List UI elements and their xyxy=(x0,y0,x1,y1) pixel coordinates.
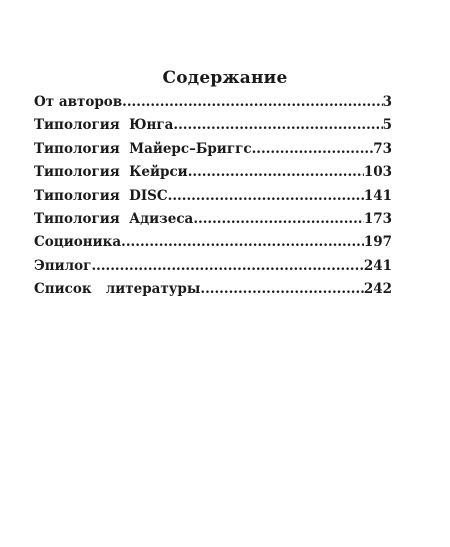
toc-entry-page: 242 xyxy=(363,281,392,298)
toc-entry-title: Эпилог xyxy=(34,257,92,274)
toc-entry-title: Типология DISC xyxy=(34,187,168,204)
dot-leader xyxy=(122,94,382,110)
toc-entry-page: 103 xyxy=(363,164,392,181)
dot-leader xyxy=(252,141,374,157)
toc-entry xyxy=(34,94,392,117)
toc-entry xyxy=(34,188,392,211)
dot-leader xyxy=(193,211,364,227)
toc-entry-title: Типология Майерс–Бриггс xyxy=(34,140,252,157)
toc-entry-page: 197 xyxy=(363,234,392,251)
toc-entry-page: 141 xyxy=(363,187,392,204)
toc-entry-page: 173 xyxy=(363,210,392,227)
toc-entry xyxy=(34,117,392,140)
dot-leader xyxy=(121,234,364,250)
toc-entry-title: Типология Юнга xyxy=(34,117,174,134)
dot-leader xyxy=(173,117,382,133)
toc-entry-page: 5 xyxy=(382,117,392,134)
toc-entry xyxy=(34,258,392,281)
toc-entry xyxy=(34,141,392,164)
toc-entry xyxy=(34,234,392,257)
toc-entry-title: Типология Кейрси xyxy=(34,164,188,181)
toc-entry-page: 3 xyxy=(382,94,392,110)
dot-leader xyxy=(188,164,364,180)
toc-entry xyxy=(34,211,392,234)
contents-heading: Содержание xyxy=(162,68,288,88)
dot-leader xyxy=(91,258,363,274)
toc-entry-page: 241 xyxy=(363,257,392,274)
toc-entry-title: Соционика xyxy=(34,234,122,251)
table-of-contents xyxy=(34,94,392,305)
dot-leader xyxy=(200,281,363,297)
toc-entry-page: 73 xyxy=(373,140,392,157)
toc-entry-title: Типология Адизеса xyxy=(34,210,194,227)
dot-leader xyxy=(168,188,364,204)
toc-entry-title: От авторов xyxy=(34,94,123,110)
toc-entry-title: Список литературы xyxy=(34,281,201,298)
toc-entry xyxy=(34,281,392,304)
toc-entry xyxy=(34,164,392,187)
